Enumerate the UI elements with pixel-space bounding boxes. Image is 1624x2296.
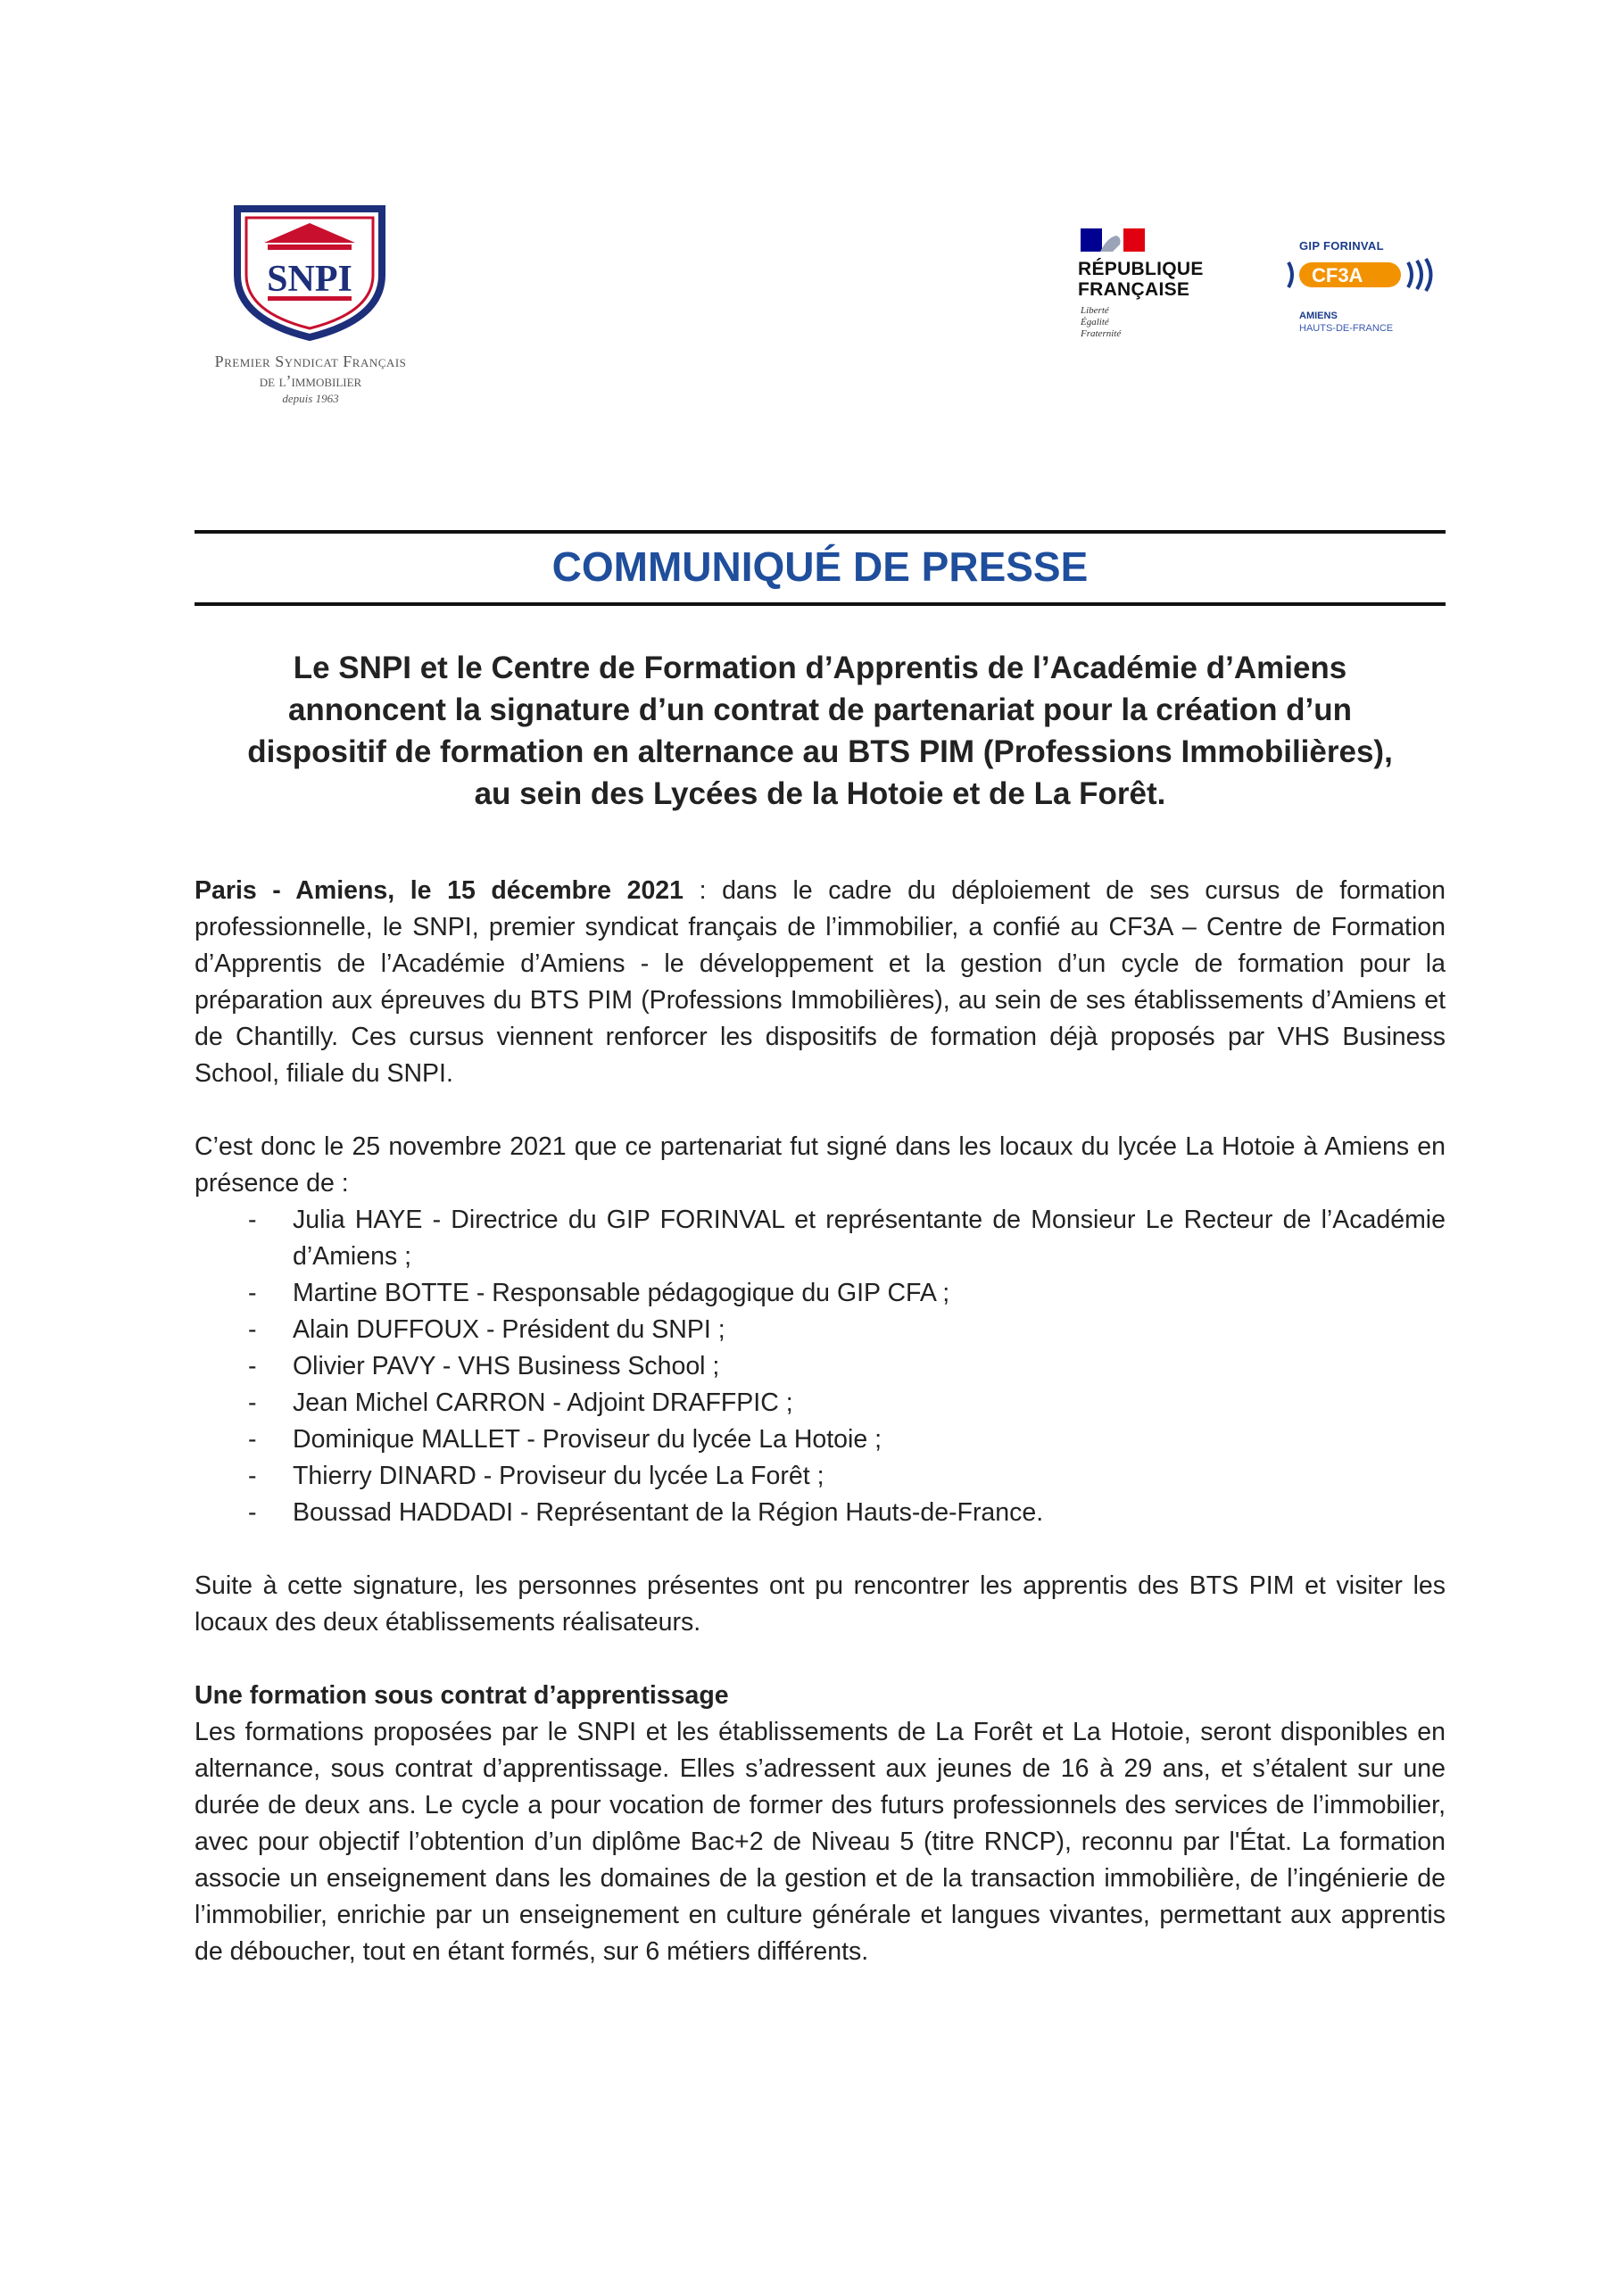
snpi-tagline-line-2: de l’immobilier (259, 372, 362, 390)
intro-text: : dans le cadre du déploiement de ses cursus de formation professionnelle, le SNPI, premier syndicat français de l’immobilier, a confié au CF3A – Centre de Formation d’Apprentis de l’Académie d’Amiens - le développement et la gestion d’un cycle de formation pour la préparation aux épreuves du BTS PIM (Professions Immobilières), au sein de ses établissements d’Amiens et de Chantilly. Ces cursus viennent renforcer les dispositifs de formation déjà proposés par VHS Business School, filiale du SNPI. (195, 876, 1446, 1088)
list-item (195, 1422, 1446, 1458)
marianne-flag-icon (1081, 228, 1145, 252)
list-item (195, 1495, 1446, 1531)
list-item (195, 1348, 1446, 1385)
bullet: - (248, 1462, 257, 1490)
list-item (195, 1275, 1446, 1312)
bullet: - (248, 1206, 257, 1234)
bullet: - (248, 1388, 257, 1417)
subtitle-line: Le SNPI et le Centre de Formation d’Apprentis de l’Académie d’Amiens (293, 651, 1347, 685)
snpi-shield-text: SNPI (267, 259, 352, 300)
snpi-shield-icon (232, 203, 387, 341)
bullet: - (248, 1352, 257, 1380)
cf3a-logo (1285, 239, 1437, 346)
republique-title (1078, 259, 1204, 300)
list-item (195, 1202, 1446, 1275)
motto-liberte: Liberté (1081, 305, 1109, 316)
page-title: COMMUNIQUÉ DE PRESSE (551, 543, 1089, 590)
subtitle-line: au sein des Lycées de la Hotoie et de La Forêt. (474, 776, 1166, 811)
bullet: - (248, 1315, 257, 1344)
attendee-text: Jean Michel CARRON - Adjoint DRAFFPIC ; (293, 1388, 793, 1417)
list-item (195, 1312, 1446, 1348)
subtitle-line: dispositif de formation en alternance au BTS PIM (Professions Immobilières), (247, 734, 1393, 769)
cf3a-city: AMIENS (1299, 311, 1338, 321)
list-item (195, 1458, 1446, 1495)
snpi-tagline (195, 352, 427, 407)
intro-paragraph (195, 873, 1446, 1092)
title-rule-bottom (195, 602, 1446, 606)
republique-francaise-logo (1078, 228, 1230, 353)
bullet: - (248, 1425, 257, 1454)
attendee-text: Julia HAYE - Directrice du GIP FORINVAL et représentante de Monsieur Le Recteur de l’Académie d’Amiens ; (293, 1206, 1446, 1271)
attendee-text: Dominique MALLET - Proviseur du lycée La Hotoie ; (293, 1425, 882, 1454)
bullet: - (248, 1279, 257, 1307)
list-item (195, 1385, 1446, 1422)
cf3a-top-label: GIP FORINVAL (1299, 239, 1384, 253)
attendee-text: Boussad HADDADI - Représentant de la Région Hauts-de-France. (293, 1498, 1044, 1527)
signing-paragraph: C’est donc le 25 novembre 2021 que ce partenariat fut signé dans les locaux du lycée La Hotoie à Amiens en présence de : (195, 1132, 1446, 1198)
cf3a-name: CF3A (1312, 264, 1363, 286)
visit-paragraph: Suite à cette signature, les personnes présentes ont pu rencontrer les apprentis des BTS PIM et visiter les locaux des deux établissements réalisateurs. (195, 1571, 1446, 1637)
subtitle-line: annoncent la signature d’un contrat de partenariat pour la création d’un (287, 692, 1353, 727)
section-heading: Une formation sous contrat d’apprentissage (195, 1681, 729, 1710)
training-paragraph: Les formations proposées par le SNPI et les établissements de La Forêt et La Hotoie, seront disponibles en alternance, sous contrat d’apprentissage. Elles s’adressent aux jeunes de 16 à 29 ans, et s’étalent sur une durée de deux ans. Le cycle a pour vocation de former des futurs professionnels des services de l’immobilier, avec pour objectif l’obtention d’un diplôme Bac+2 de Niveau 5 (titre RNCP), reconnu par l'État. La formation associe un enseignement dans les domaines de la gestion et de la transaction immobilière, de l’ingénierie de l’immobilier, enrichie par un enseignement en culture générale et langues vivantes, permettant aux apprentis de déboucher, tout en étant formés, sur 6 métiers différents. (195, 1718, 1446, 1966)
press-release-body (195, 873, 1446, 1970)
motto-fraternite: Fraternité (1081, 328, 1122, 339)
attendee-text: Alain DUFFOUX - Président du SNPI ; (293, 1315, 725, 1344)
cf3a-mark-icon (1285, 257, 1437, 293)
republique-line-2: FRANÇAISE (1078, 279, 1190, 300)
attendee-text: Martine BOTTE - Responsable pédagogique du GIP CFA ; (293, 1279, 950, 1307)
attendee-text: Olivier PAVY - VHS Business School ; (293, 1352, 720, 1380)
attendee-text: Thierry DINARD - Proviseur du lycée La Forêt ; (293, 1462, 824, 1490)
title-rule-top (195, 530, 1446, 534)
republique-motto (1081, 305, 1121, 340)
bullet: - (248, 1498, 257, 1527)
press-release-subtitle (195, 647, 1446, 815)
snpi-tagline-line-1: Premier Syndicat Français (214, 352, 407, 370)
attendees-list (195, 1202, 1446, 1531)
cf3a-region: HAUTS-DE-FRANCE (1299, 323, 1394, 334)
republique-line-1: RÉPUBLIQUE (1078, 259, 1204, 279)
snpi-logo (195, 203, 427, 418)
dateline: Paris - Amiens, le 15 décembre 2021 (195, 876, 684, 905)
motto-egalite: Égalité (1081, 317, 1109, 327)
snpi-tagline-line-3: depuis 1963 (282, 392, 339, 405)
